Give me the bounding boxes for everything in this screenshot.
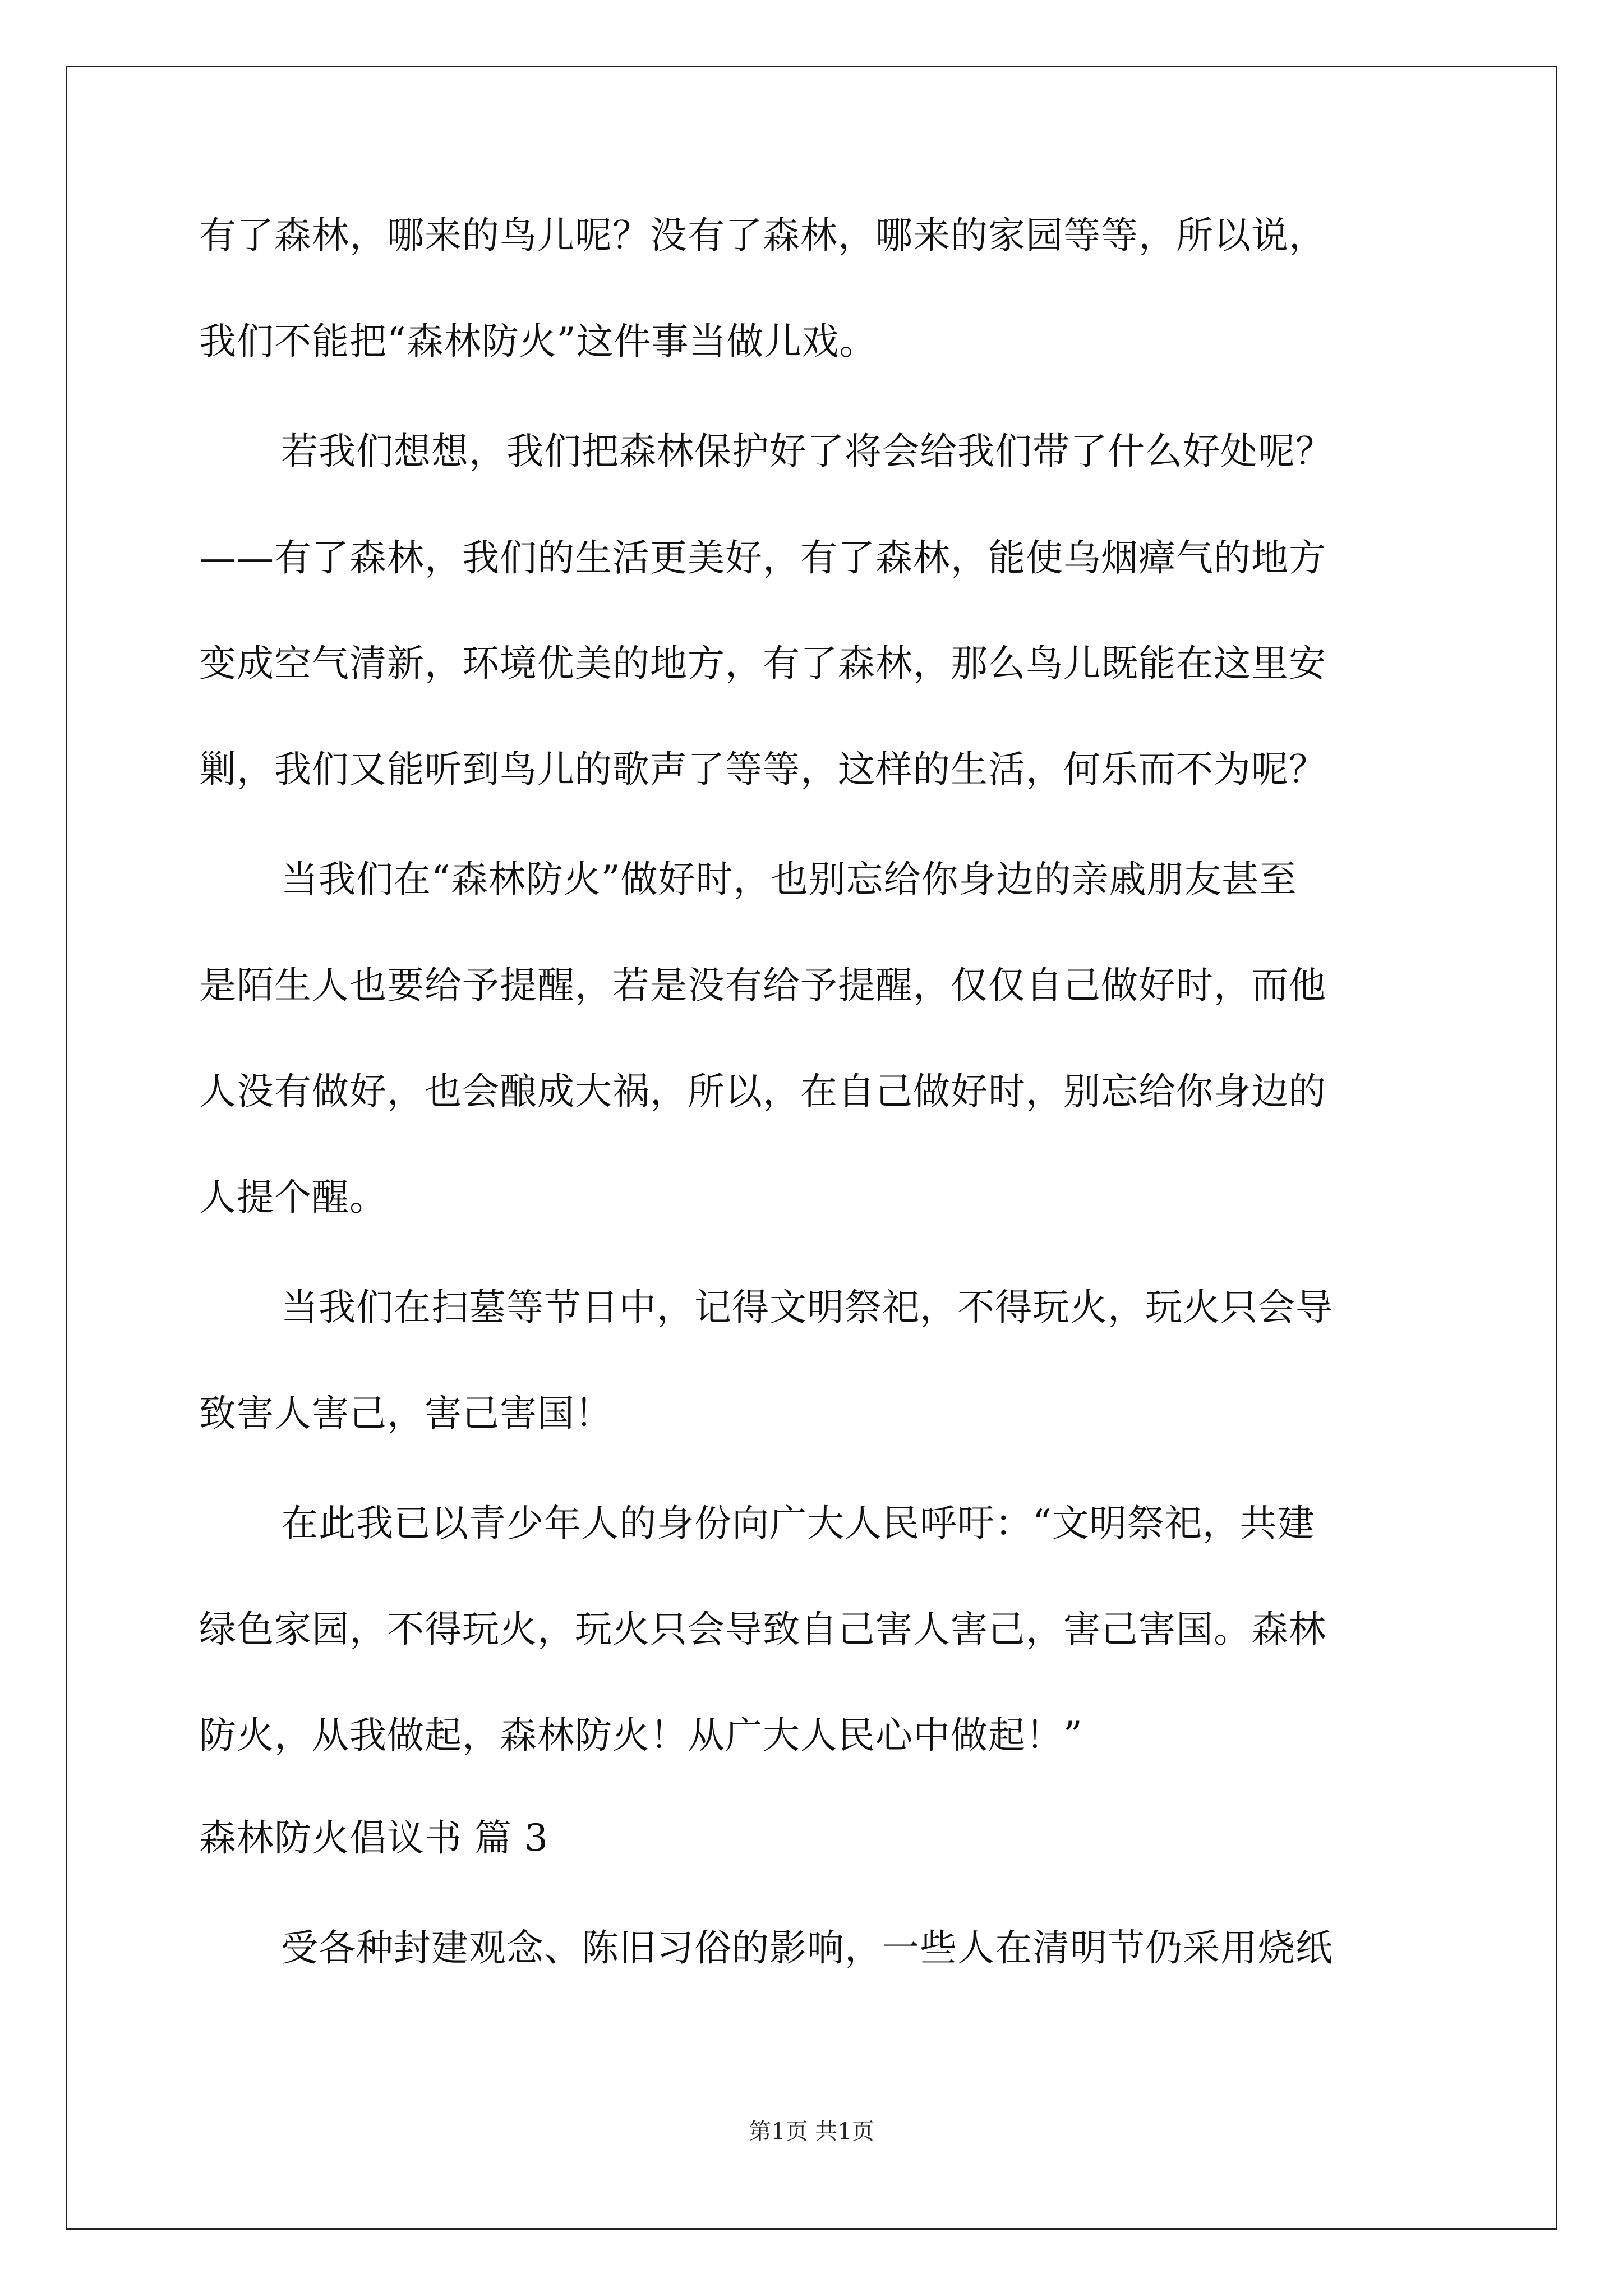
text-line: ——有了森林，我们的生活更美好，有了森林，能使乌烟瘴气的地方: [199, 536, 1326, 579]
section-heading: 森林防火倡议书 篇 3: [199, 1816, 548, 1860]
text-line: 变成空气清新，环境优美的地方，有了森林，那么鸟儿既能在这里安: [199, 642, 1326, 685]
text-line: 致害人害己，害己害国！: [199, 1392, 612, 1435]
text-line: 绿色家园，不得玩火，玩火只会导致自己害人害己，害己害国。森林: [199, 1608, 1326, 1651]
paragraph-start: 当我们在扫墓等节日中，记得文明祭祀，不得玩火，玩火只会导: [281, 1286, 1333, 1329]
paragraph-start: 当我们在“森林防火”做好时，也别忘给你身边的亲戚朋友甚至: [281, 858, 1297, 901]
text-line: 人没有做好，也会酿成大祸，所以，在自己做好时，别忘给你身边的: [199, 1070, 1326, 1113]
text-line: 是陌生人也要给予提醒，若是没有给予提醒，仅仅自己做好时，而他: [199, 964, 1326, 1007]
page-number-footer: 第1页 共1页: [749, 2119, 874, 2145]
text-line: 我们不能把“森林防火”这件事当做儿戏。: [199, 320, 877, 363]
paragraph-start: 受各种封建观念、陈旧习俗的影响，一些人在清明节仍采用烧纸: [281, 1926, 1333, 1970]
text-line: 防火，从我做起，森林防火！从广大人民心中做起！”: [199, 1714, 1083, 1757]
paragraph-start: 在此我已以青少年人的身份向广大人民呼吁：“文明祭祀，共建: [281, 1502, 1315, 1545]
text-line: 人提个醒。: [199, 1176, 387, 1219]
text-line: 有了森林，哪来的鸟儿呢？没有了森林，哪来的家园等等，所以说，: [199, 214, 1326, 257]
page-frame: [66, 66, 1557, 2230]
text-line: 剿，我们又能听到鸟儿的歌声了等等，这样的生活，何乐而不为呢？: [199, 748, 1326, 791]
paragraph-start: 若我们想想，我们把森林保护好了将会给我们带了什么好处呢？: [281, 430, 1333, 473]
